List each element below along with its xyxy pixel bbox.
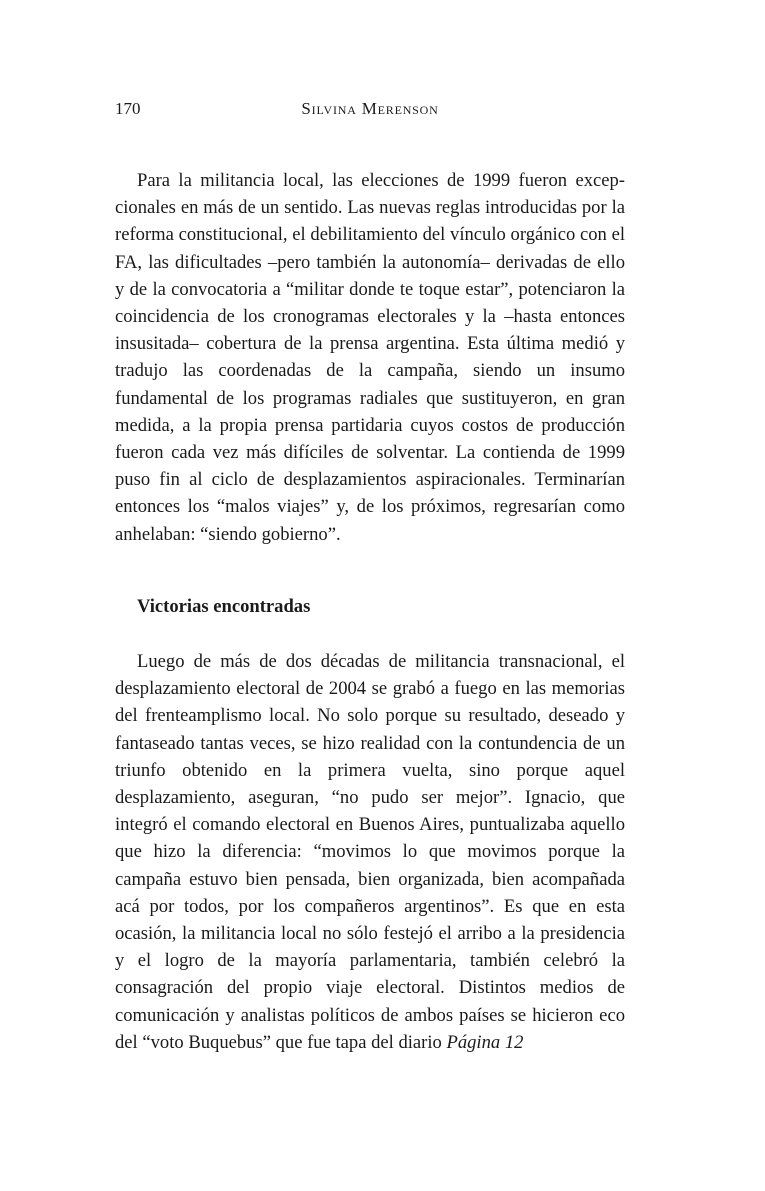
page-header xyxy=(115,97,625,121)
paragraph-2-text: Luego de más de dos décadas de militancia transnacional, el desplazamiento electoral de 2004 se grabó a fuego en las memorias del frenteamplismo local. No solo porque su resultado, deseado y fantaseado tantas veces, se hizo realidad con la contundencia de un triunfo obtenido en la primera vuelta, sino porque aquel desplazamiento, aseguran, “no pudo ser mejor”. Ignacio, que integró el comando electoral en Buenos Aires, puntualizaba aquello que hizo la diferencia: “movimos lo que movimos porque la campaña estuvo bien pensada, bien organizada, bien acompañada acá por todos, por los compañeros argentinos”. Es que en esta ocasión, la militancia local no sólo festejó el arribo a la presidencia y el logro de la mayoría parlamentaria, también celebró la consagración del propio viaje electoral. Distintos medios de comunicación y analistas políticos de ambos países se hicieron eco del “voto Buquebus” que fue tapa del diario xyxy=(115,651,625,1053)
paragraph-1: Para la militancia local, las elecciones de 1999 fueron excepcionales en más de un sentido. Las nuevas reglas introducidas por la reforma constitucional, el debilitamiento del vínculo orgánico con el FA, las dificultades –pero también la autonomía– derivadas de ello y de la convocatoria a “militar donde te toque estar”, potenciaron la coincidencia de los cronogramas electorales y la –hasta entonces insusitada– cobertura de la prensa argentina. Esta última medió y tradujo las coordenadas de la campaña, siendo un insumo fundamental de los programas radiales que sustituyeron, en gran medida, a la propia prensa partidaria cuyos costos de producción fueron cada vez más difíciles de solventar. La contienda de 1999 puso fin al ciclo de desplazamientos aspiracionales. Terminarían entonces los “malos viajes” y, de los próximos, regresarían como anhelaban: “siendo gobierno”. xyxy=(115,170,625,545)
section-heading: Victorias encontradas xyxy=(137,596,311,617)
running-head-author: Silvina Merenson xyxy=(301,99,439,118)
page-number: 170 xyxy=(115,99,141,118)
newspaper-title: Página 12 xyxy=(446,1031,524,1053)
paragraph-2 xyxy=(115,648,625,1056)
